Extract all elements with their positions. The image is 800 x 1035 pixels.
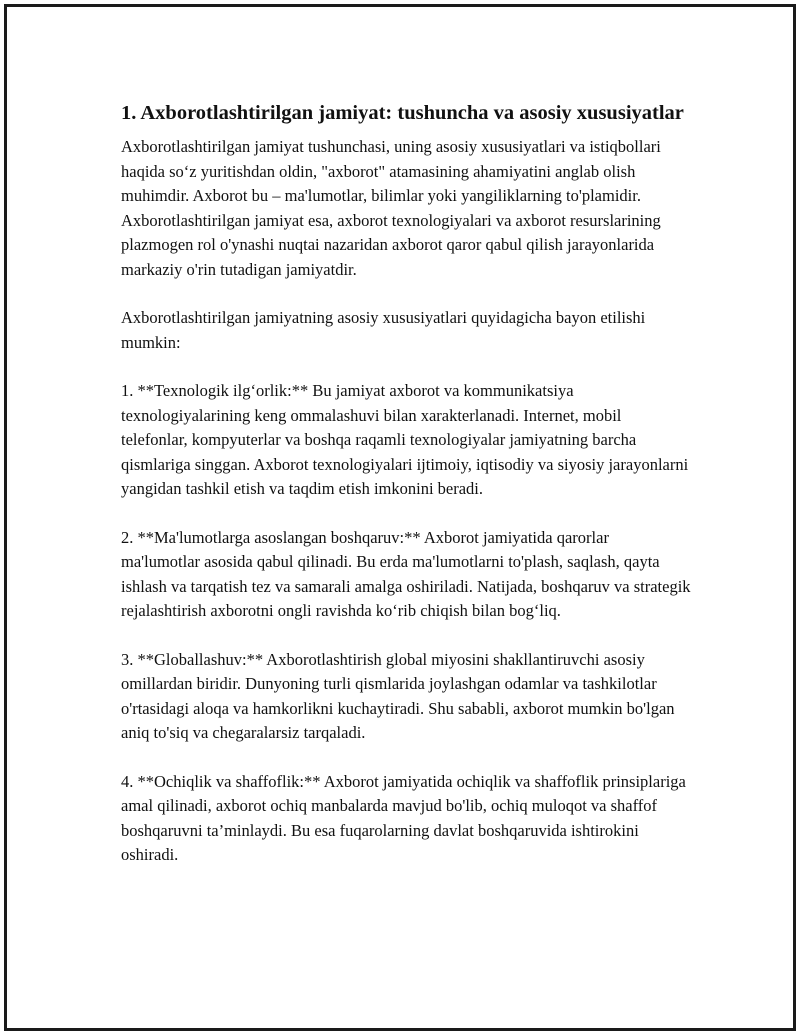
section-title: 1. Axborotlashtirilgan jamiyat: tushuncha va asosiy xususiyatlar bbox=[121, 102, 684, 124]
paragraph-intro: Axborotlashtirilgan jamiyat tushunchasi, uning asosiy xususiyatlari va istiqbollari haqida soʻz yuritishdan oldin, "axborot" atamasining ahamiyatini anglab olish muhimdir. Axborot bu – ma'lumotlar, bilimlar yoki yangiliklarning to'plamidir. Axborotlashtirilgan jamiyat esa, axborot texnologiyalari va axborot resurslarining plazmogen rol o'ynashi nuqtai nazaridan axborot qaror qabul qilish jarayonlarida markaziy o'rin tutadigan jamiyatdir. bbox=[121, 137, 661, 279]
page-frame bbox=[4, 4, 796, 1031]
paragraph-feature-3: 3. **Globallashuv:** Axborotlashtirish global miyosini shakllantiruvchi asosiy omillardan biridir. Dunyoning turli qismlarida joylashgan odamlar va tashkilotlar o'rtasidagi aloqa va hamkorlikni kuchaytiradi. Shu sababli, axborot mumkin bo'lgan aniq to'siq va chegaralarsiz tarqaladi. bbox=[121, 649, 675, 742]
paragraph-feature-1: 1. **Texnologik ilgʻorlik:** Bu jamiyat axborot va kommunikatsiya texnologiyalarining keng ommalashuvi bilan xarakterlanadi. Internet, mobil telefonlar, kompyuterlar va boshqa raqamli texnologiyalar jamiyatning barcha qismlariga singgan. Axborot texnologiyalari ijtimoiy, iqtisodiy va siyosiy jarayonlarni yangidan tashkil etish va taqdim etish imkonini beradi. bbox=[121, 381, 689, 498]
paragraph-feature-2: 2. **Ma'lumotlarga asoslangan boshqaruv:** Axborot jamiyatida qarorlar ma'lumotlar asosida qabul qilinadi. Bu erda ma'lumotlarni to'plash, saqlash, qayta ishlash va tarqatish tez va samarali amalga oshiriladi. Natijada, boshqaruv va strategik rejalashtirish axborotni ongli ravishda koʻrib chiqish bilan bogʻliq. bbox=[121, 527, 691, 620]
paragraph-feature-4: 4. **Ochiqlik va shaffoflik:** Axborot jamiyatida ochiqlik va shaffoflik prinsiplariga amal qilinadi, axborot ochiq manbalarda mavjud bo'lib, ochiq muloqot va shaffof boshqaruvni ta’minlaydi. Bu esa fuqarolarning davlat boshqaruvida ishtirokini oshiradi. bbox=[121, 771, 686, 864]
document-content bbox=[121, 99, 691, 892]
paragraph-features-lead: Axborotlashtirilgan jamiyatning asosiy xususiyatlari quyidagicha bayon etilishi mumkin: bbox=[121, 308, 646, 352]
